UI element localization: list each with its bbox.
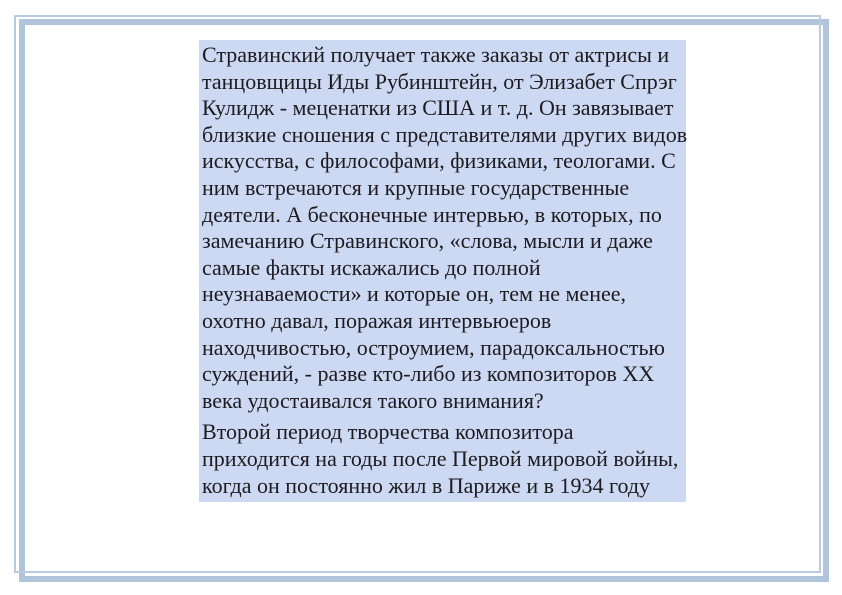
text-line: самые факты искажались до полной [202, 254, 541, 280]
text-line: Стравинский получает также заказы от актрисы и [202, 42, 670, 67]
text-line: ним встречаются и крупные государственные [202, 174, 630, 200]
paragraph [202, 419, 686, 499]
text-line: охотно давал, поражая интервьюеров [202, 307, 552, 333]
text-line: Кулидж - меценатки из США и т. д. Он завязывает [202, 95, 674, 121]
text-line: века удостаивался такого внимания? [202, 387, 544, 413]
text-line: неузнаваемости» и которые он, тем не менее, [202, 281, 626, 307]
text-line: танцовщицы Иды Рубинштейн, от Элизабет Спрэг [202, 68, 677, 94]
text-line: искусства, с философами, физиками, теологами. С [202, 148, 676, 174]
text-line: приходится на годы после Первой мировой войны, [202, 445, 679, 471]
text-line: когда он постоянно жил в Париже и в 1934 году [202, 472, 651, 498]
paragraph [202, 42, 686, 414]
text-line: Второй период творчества композитора [202, 419, 574, 445]
body-text-box [199, 40, 686, 502]
text-line: суждений, - разве кто-либо из композиторов XX [202, 361, 655, 387]
slide-text [202, 42, 686, 499]
text-line: деятели. А бесконечные интервью, в которых, по [202, 201, 662, 227]
text-line: находчивостью, остроумием, парадоксальностью [202, 334, 665, 360]
text-line: замечанию Стравинского, «слова, мысли и даже [202, 228, 653, 254]
text-line: близкие сношения с представителями других видов [202, 121, 688, 147]
